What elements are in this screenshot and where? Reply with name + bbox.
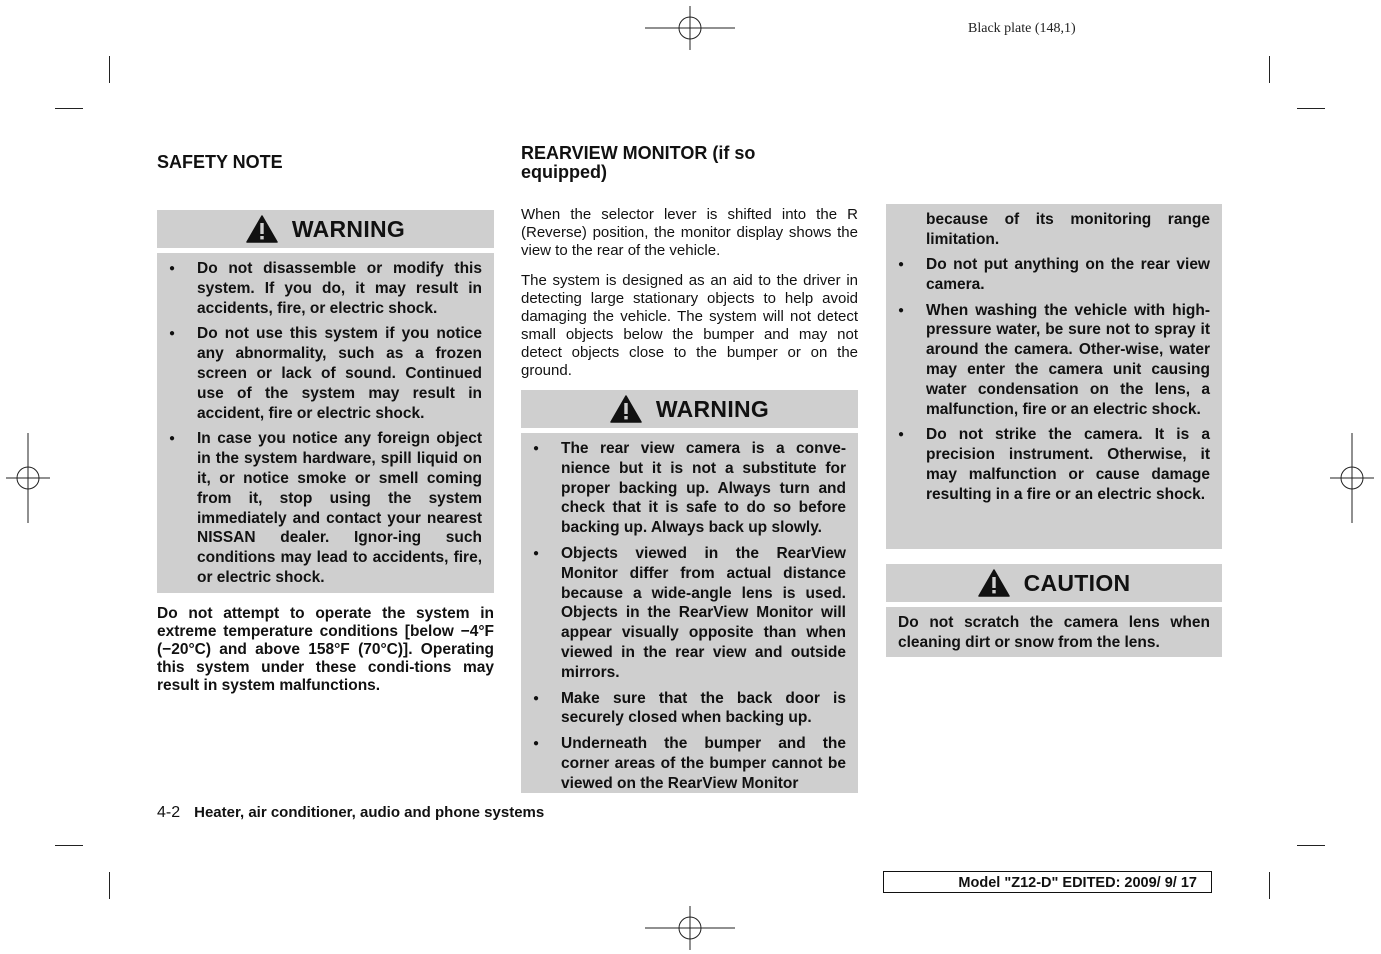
list-item: ● In case you notice any foreign object in the system hardware, spill liquid on it, or notice smoke or smell coming from it, stop using the system immediately and contact your nearest NISSAN dealer. Ignor-ing such conditions may lead to accidents, fire, or electric shock. (157, 429, 482, 587)
model-edited-box (883, 871, 1212, 893)
warning-title: WARNING (291, 215, 406, 242)
crop-mark (109, 872, 110, 899)
section-title: Heater, air conditioner, audio and phone systems (194, 804, 545, 821)
section-heading-safety-note: SAFETY NOTE (157, 152, 283, 172)
intro-paragraph: When the selector lever is shifted into the R (Reverse) position, the monitor display shows the view to the rear of the vehicle. (521, 206, 858, 259)
crop-mark (1269, 872, 1270, 899)
heading-line: equipped) (521, 162, 607, 182)
registration-mark-icon (645, 906, 735, 950)
warning-triangle-icon (610, 395, 642, 423)
page-number: 4-2 (157, 804, 181, 821)
warning-triangle-icon (978, 569, 1010, 597)
caution-text: Do not scratch the camera lens when cleaning dirt or snow from the lens. (898, 614, 1210, 651)
heading-line: REARVIEW MONITOR (if so (521, 143, 756, 163)
warning-header (521, 390, 858, 428)
warning-body (521, 433, 858, 793)
list-item: ● Make sure that the back door is securely closed when backing up. (521, 689, 846, 729)
registration-mark-icon (6, 433, 50, 523)
list-item: ● Do not use this system if you notice any abnormality, such as a frozen screen or lack of sound. Continued use of the system may result in accident, fire or electric shock. (157, 324, 482, 423)
continued-text: because of its monitoring range limitation. (926, 211, 1210, 248)
list-item: ● When washing the vehicle with high-pressure water, be sure not to spray it around the camera. Other-wise, water may enter the camera unit causing water condensation on the lens, a malfunction, fire or an electric shock. (886, 301, 1210, 420)
section-heading-rearview-monitor (521, 144, 858, 182)
list-item: ● Do not strike the camera. It is a precision instrument. Otherwise, it may malfunction or cause damage resulting in a fire or an electric shock. (886, 425, 1210, 504)
crop-mark (109, 56, 110, 83)
system-paragraph: The system is designed as an aid to the driver in detecting large stationary objects to help avoid damaging the vehicle. The system will not detect small objects below the bumper and may not detect objects close to the bumper or on the ground. (521, 272, 858, 379)
registration-mark-icon (645, 6, 735, 50)
caution-body (886, 607, 1222, 657)
crop-mark (1297, 108, 1325, 109)
warning-triangle-icon (246, 215, 278, 243)
warning-list (886, 255, 1210, 511)
crop-mark (55, 108, 83, 109)
model-edited-text: Model "Z12-D" EDITED: 2009/ 9/ 17 (958, 875, 1197, 891)
crop-mark (1269, 56, 1270, 83)
caution-header (886, 564, 1222, 602)
list-item: ● Do not disassemble or modify this system. If you do, it may result in accidents, fire, or electric shock. (157, 259, 482, 318)
warning-header (157, 210, 494, 248)
list-item: ● Objects viewed in the RearView Monitor differ from actual distance because a wide-angle lens is used. Objects in the RearView Monitor will appear visually opposite than when viewed in the rear view and outside mirrors. (521, 544, 846, 683)
plate-label: Black plate (148,1) (968, 21, 1076, 36)
crop-mark (55, 845, 83, 846)
warning-list (157, 259, 482, 594)
crop-mark (1297, 845, 1325, 846)
warning-body-continued (886, 204, 1222, 549)
temperature-note: Do not attempt to operate the system in extreme temperature conditions [below −4°F (−20°C) and above 158°F (70°C)]. Operating this system under these condi-tions may result in system malfunctions. (157, 605, 494, 694)
list-item: ● Do not put anything on the rear view camera. (886, 255, 1210, 295)
warning-body (157, 253, 494, 593)
page-footer (157, 804, 544, 822)
list-item: ● Underneath the bumper and the corner areas of the bumper cannot be viewed on the RearView Monitor (521, 734, 846, 793)
registration-mark-icon (1330, 433, 1374, 523)
caution-title: CAUTION (1023, 569, 1131, 596)
list-item: ● The rear view camera is a conve-nience but it is not a substitute for proper backing up. Always turn and check that it is safe to do so before backing up. Always back up slowly. (521, 439, 846, 538)
warning-list (521, 439, 846, 800)
warning-title: WARNING (655, 395, 770, 422)
